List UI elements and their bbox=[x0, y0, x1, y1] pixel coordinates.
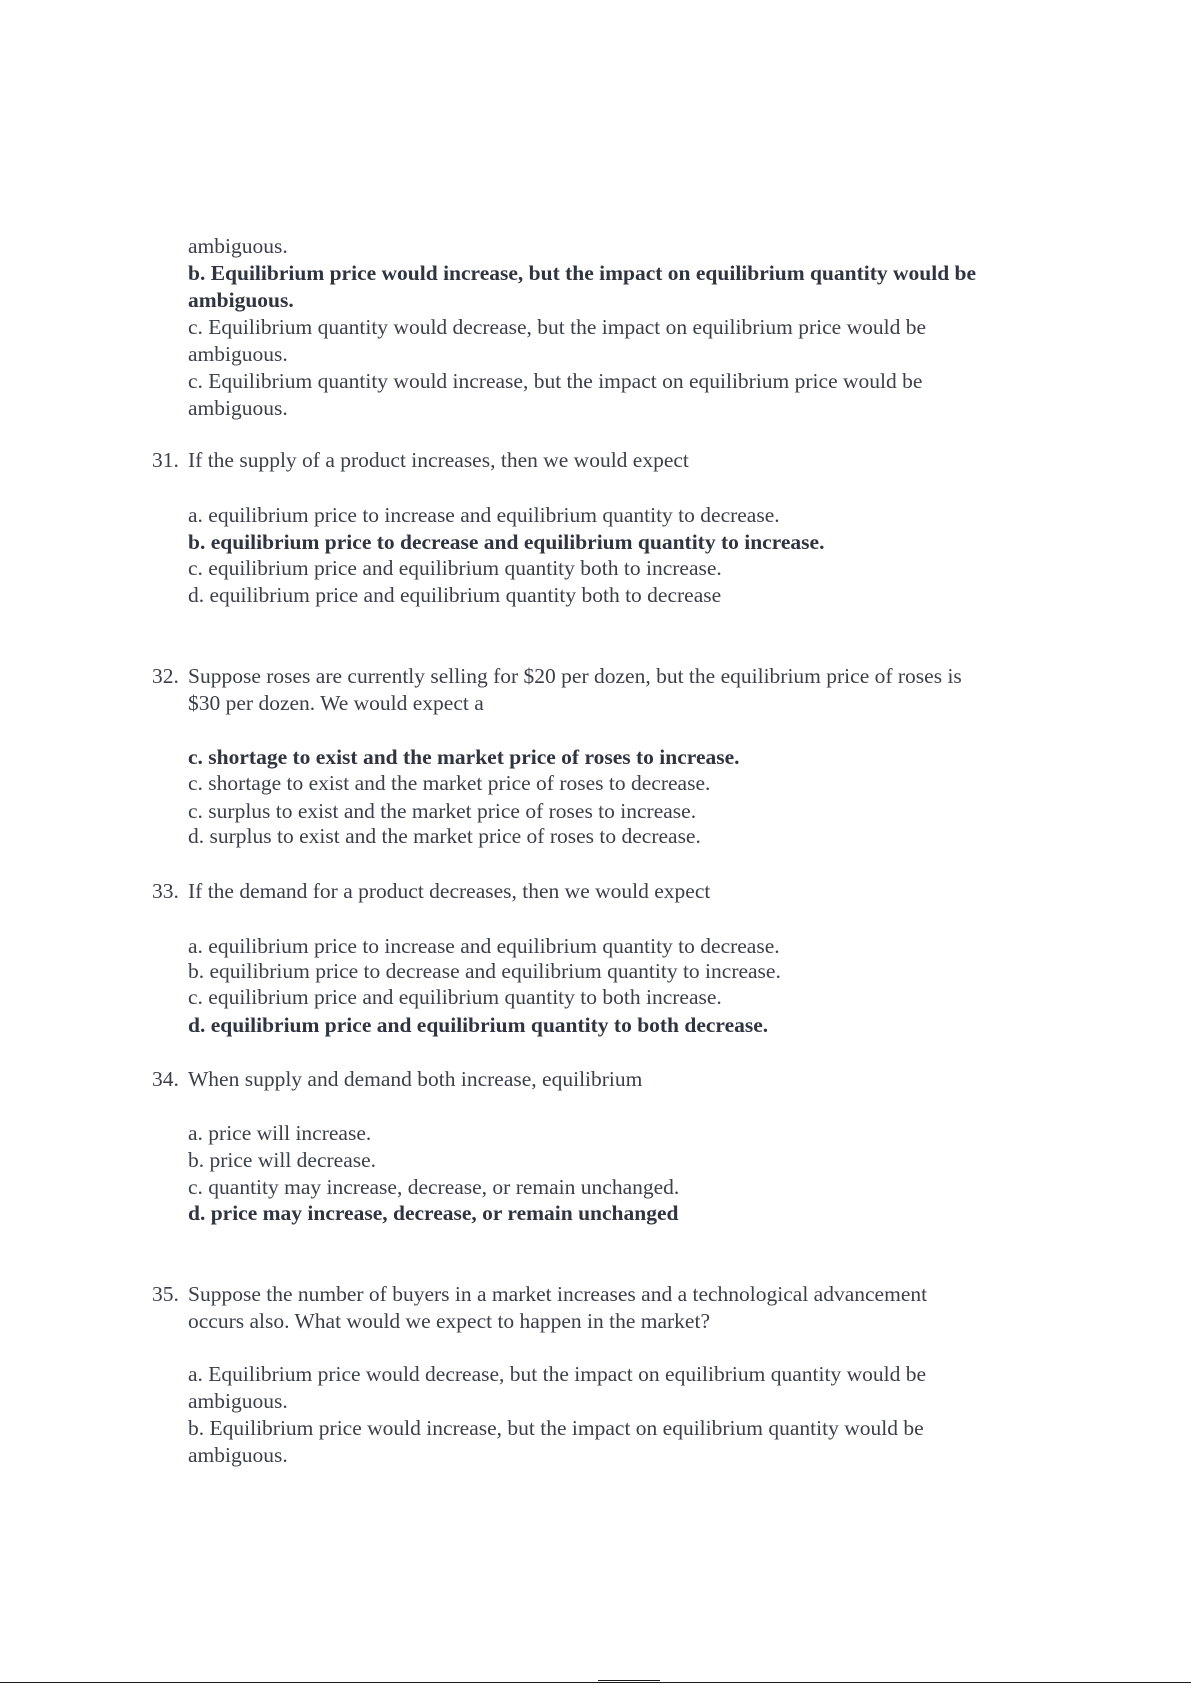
option-c: c. equilibrium price and equilibrium quantity both to increase. bbox=[188, 556, 722, 580]
continuation-line: ambiguous. bbox=[188, 234, 288, 258]
option-d: d. equilibrium price and equilibrium quantity both to decrease bbox=[188, 583, 722, 607]
option-b-correct: b. equilibrium price to decrease and equilibrium quantity to increase. bbox=[188, 530, 825, 554]
question-stem: If the supply of a product increases, then we would expect bbox=[188, 448, 689, 472]
option-c: c. equilibrium price and equilibrium quantity to both increase. bbox=[188, 985, 722, 1009]
option-a: a. Equilibrium price would decrease, but the impact on equilibrium quantity would be bbox=[188, 1362, 926, 1386]
page-bottom-rule bbox=[0, 1682, 1191, 1683]
option-b-continued: ambiguous. bbox=[188, 1443, 288, 1467]
option-c: c. quantity may increase, decrease, or remain unchanged. bbox=[188, 1175, 680, 1199]
option-c: c. shortage to exist and the market price of roses to decrease. bbox=[188, 771, 711, 795]
option-a: a. equilibrium price to increase and equilibrium quantity to decrease. bbox=[188, 503, 780, 527]
question-stem: When supply and demand both increase, equilibrium bbox=[188, 1067, 643, 1091]
option-d: d. surplus to exist and the market price of roses to decrease. bbox=[188, 824, 701, 848]
question-stem: Suppose roses are currently selling for $20 per dozen, but the equilibrium price of roses is bbox=[188, 664, 962, 688]
question-number: 32. bbox=[152, 664, 179, 688]
question-stem: $30 per dozen. We would expect a bbox=[188, 691, 484, 715]
continuation-answer-line: b. Equilibrium price would increase, but the impact on equilibrium quantity would be bbox=[188, 261, 977, 285]
option-d-correct: d. equilibrium price and equilibrium quantity to both decrease. bbox=[188, 1013, 769, 1037]
option-b: b. price will decrease. bbox=[188, 1148, 377, 1172]
question-number: 31. bbox=[152, 448, 179, 472]
question-number: 35. bbox=[152, 1282, 179, 1306]
page-bottom-mark bbox=[598, 1680, 660, 1684]
option-a: a. equilibrium price to increase and equilibrium quantity to decrease. bbox=[188, 934, 780, 958]
question-stem: If the demand for a product decreases, then we would expect bbox=[188, 879, 711, 903]
option-d-correct: d. price may increase, decrease, or remain unchanged bbox=[188, 1201, 679, 1225]
question-stem: Suppose the number of buyers in a market increases and a technological advancement bbox=[188, 1282, 928, 1306]
option-b: b. Equilibrium price would increase, but the impact on equilibrium quantity would be bbox=[188, 1416, 924, 1440]
continuation-line: ambiguous. bbox=[188, 396, 288, 420]
continuation-answer-line: ambiguous. bbox=[188, 288, 294, 312]
option-a: a. price will increase. bbox=[188, 1121, 372, 1145]
option-a-continued: ambiguous. bbox=[188, 1389, 288, 1413]
option-c: c. surplus to exist and the market price of roses to increase. bbox=[188, 799, 697, 823]
question-number: 34. bbox=[152, 1067, 179, 1091]
option-c-correct: c. shortage to exist and the market price of roses to increase. bbox=[188, 745, 740, 769]
continuation-line: c. Equilibrium quantity would decrease, but the impact on equilibrium price would be bbox=[188, 315, 926, 339]
option-b: b. equilibrium price to decrease and equilibrium quantity to increase. bbox=[188, 959, 781, 983]
continuation-line: c. Equilibrium quantity would increase, but the impact on equilibrium price would be bbox=[188, 369, 923, 393]
question-number: 33. bbox=[152, 879, 179, 903]
continuation-line: ambiguous. bbox=[188, 342, 288, 366]
question-stem: occurs also. What would we expect to happen in the market? bbox=[188, 1309, 710, 1333]
